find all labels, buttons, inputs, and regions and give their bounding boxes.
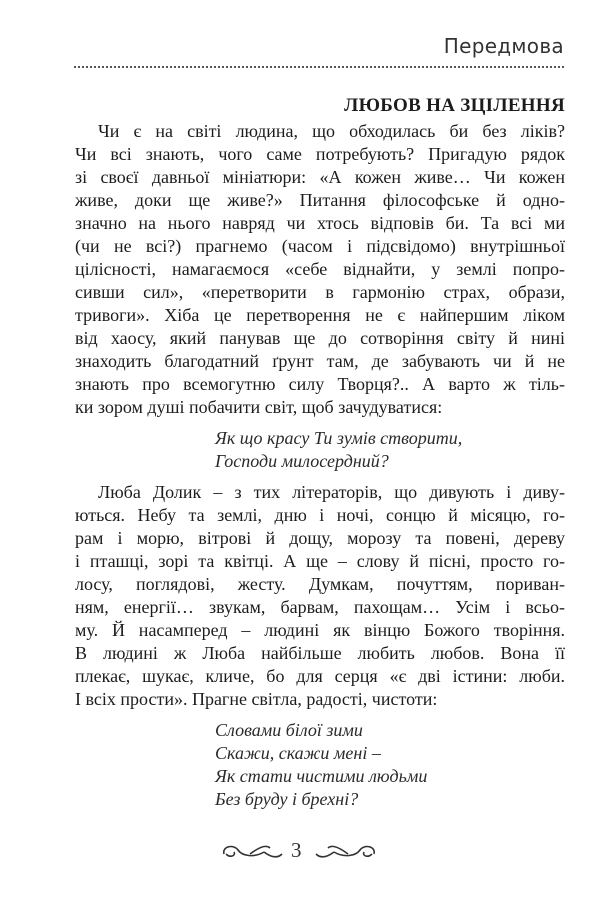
text-line: Люба Долик – з тих літераторів, що дивують і диву-	[98, 482, 565, 502]
poem-line: Словами білої зими	[215, 720, 363, 740]
poem-line: Скажи, скажи мені –	[215, 743, 381, 763]
text-line: ються. Небу та землі, дню і ночі, сонцю й місяцю, го-	[75, 505, 565, 525]
text-line: живе, доки ще живе?» Питання філософське й одно-	[75, 190, 565, 210]
text-line: Чи є на світі людина, що обходилась би без ліків?	[98, 121, 565, 141]
text-line: (чи не всі?) прагнемо (часом і підсвідомо) внутрішньої	[75, 236, 565, 256]
text-line: ки зором душі побачити світ, щоб зачудуватися:	[75, 397, 443, 417]
text-line: рам і морю, вітрові й дощу, морозу та повені, дереву	[75, 528, 565, 548]
poem-line: Як стати чистими людьми	[215, 766, 428, 786]
text-line: знають про всемогутню силу Творця?.. А варто ж тіль-	[75, 374, 565, 394]
paragraph-2	[75, 481, 565, 711]
page-content	[75, 92, 565, 819]
paragraph-1	[75, 120, 565, 419]
text-line: сивши сил», «перетворити в гармонію страх, образи,	[75, 282, 565, 302]
text-line: і пташці, зорі та квітці. А ще – слову й пісні, просто го-	[75, 551, 565, 571]
dotted-divider	[74, 66, 564, 68]
left-flourish-ornament-icon	[220, 840, 284, 864]
right-flourish-ornament-icon	[314, 840, 378, 864]
text-line: значно на нього навряд чи хтось відповів би. Та всі ми	[75, 213, 565, 233]
running-header: Передмова	[443, 34, 564, 58]
page-footer	[220, 836, 380, 868]
text-line: тривоги». Хіба це перетворення не є найпершим ліком	[75, 305, 565, 325]
page-number: 3	[291, 838, 302, 862]
chapter-title: ЛЮБОВ НА ЗЦІЛЕННЯ	[344, 95, 565, 116]
text-line: І всіх прости». Прагне світла, радості, чистоти:	[75, 689, 438, 709]
text-line: плекає, шукає, кличе, бо для серця «є дві істини: люби.	[75, 666, 565, 686]
text-line: Чи всі знають, чого саме потребують? Пригадую рядок	[75, 144, 565, 164]
poem-line: Як що красу Ти зумів створити,	[215, 428, 463, 448]
text-line: ням, енергії… звукам, барвам, пахощам… Усім і всьо-	[75, 597, 565, 617]
text-line: му. Й насамперед – людині як вінцю Божого творіння.	[75, 620, 565, 640]
text-line: лосу, поглядові, жесту. Думкам, почуттям, пориван-	[75, 574, 565, 594]
text-line: від хаосу, який панував ще до сотворіння світу й нині	[75, 328, 565, 348]
text-line: В людині ж Люба найбільше любить любов. Вона її	[75, 643, 565, 663]
text-line: зі своєї давньої мініатюри: «А кожен живе… Чи кожен	[75, 167, 565, 187]
text-line: знаходить благодатний ґрунт там, де забувають чи й не	[75, 351, 565, 371]
poem-quote-2	[215, 719, 565, 811]
poem-line: Господи милосердний?	[215, 451, 389, 471]
poem-quote-1	[215, 427, 565, 473]
poem-line: Без бруду і брехні?	[215, 789, 359, 809]
text-line: цілісності, намагаємося «себе віднайти, у землі попро-	[75, 259, 565, 279]
